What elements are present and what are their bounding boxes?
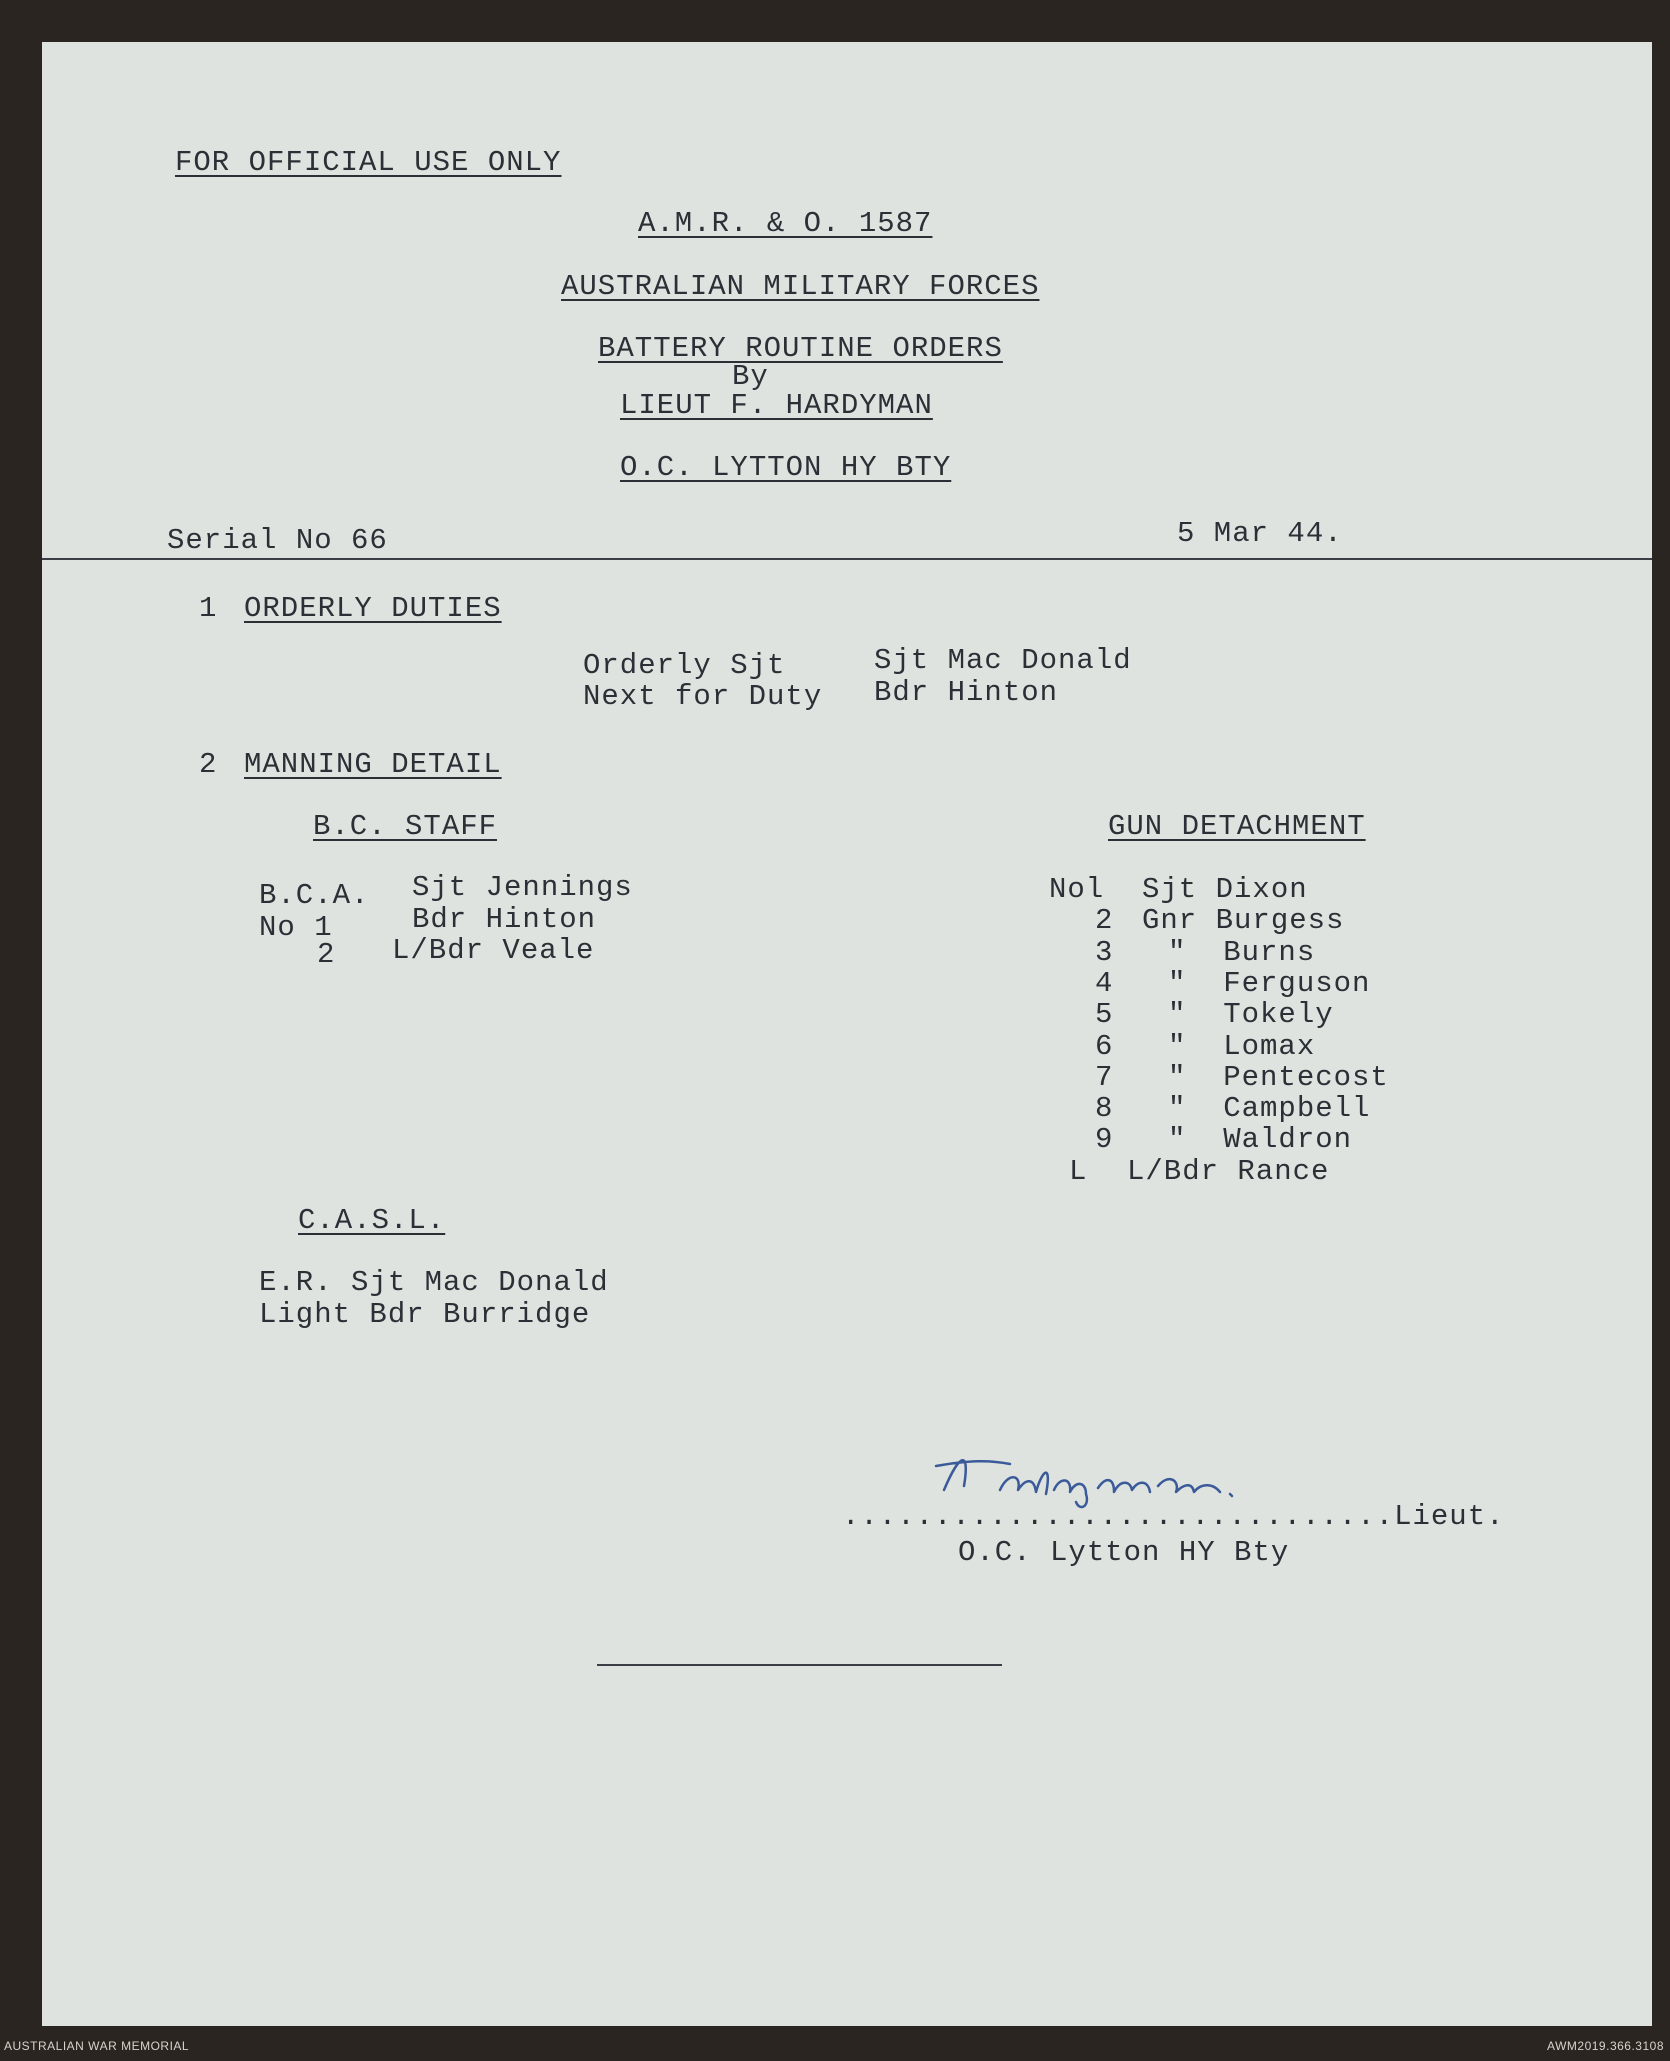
gun-detachment-heading: GUN DETACHMENT: [1108, 810, 1366, 843]
gun-number: 7: [1095, 1061, 1114, 1094]
casl-heading: C.A.S.L.: [298, 1204, 446, 1237]
gun-number: 8: [1095, 1092, 1114, 1125]
closing-rule: [597, 1664, 1002, 1666]
bc-staff-name: L/Bdr Veale: [392, 934, 595, 967]
gun-number: 3: [1095, 936, 1114, 969]
gun-crew-name: " Burns: [1168, 936, 1316, 969]
gun-number: 4: [1095, 967, 1114, 1000]
section2-heading: MANNING DETAIL: [244, 748, 502, 781]
gun-number: 9: [1095, 1123, 1114, 1156]
bc-staff-post: 2: [317, 938, 336, 971]
gun-number: 2: [1095, 904, 1114, 937]
casl-row: E.R. Sjt Mac Donald: [259, 1266, 609, 1299]
document-sheet: [42, 42, 1652, 2026]
order-date: 5 Mar 44.: [1177, 517, 1343, 550]
by-label: By: [732, 360, 769, 393]
section1-number: 1: [199, 592, 218, 625]
footer-left: AUSTRALIAN WAR MEMORIAL: [4, 2039, 190, 2053]
orders-title: BATTERY ROUTINE ORDERS: [598, 332, 1003, 365]
signature-line: ..............................Lieut.: [842, 1500, 1505, 1533]
officer-name: LIEUT F. HARDYMAN: [620, 389, 933, 422]
section2-number: 2: [199, 748, 218, 781]
bc-staff-name: Bdr Hinton: [412, 903, 597, 936]
bc-staff-heading: B.C. STAFF: [313, 810, 498, 843]
gun-crew-name: Gnr Burgess: [1142, 904, 1345, 937]
form-reference: A.M.R. & O. 1587: [638, 207, 933, 240]
gun-crew-name: Sjt Dixon: [1142, 873, 1308, 906]
bc-staff-post: No 1: [259, 911, 333, 944]
unit-title: O.C. LYTTON HY BTY: [620, 451, 952, 484]
section1-heading: ORDERLY DUTIES: [244, 592, 502, 625]
gun-crew-name: " Ferguson: [1168, 967, 1371, 1000]
gun-number: Nol: [1049, 873, 1105, 906]
official-use-label: FOR OFFICIAL USE ONLY: [175, 146, 562, 179]
duty-name: Sjt Mac Donald: [874, 644, 1132, 677]
signature-title: O.C. Lytton HY Bty: [958, 1536, 1290, 1569]
duty-role: Orderly Sjt: [583, 649, 786, 682]
duty-name: Bdr Hinton: [874, 676, 1059, 709]
gun-number: L: [1069, 1155, 1088, 1188]
gun-crew-name: " Tokely: [1168, 998, 1334, 1031]
gun-crew-name: L/Bdr Rance: [1127, 1155, 1330, 1188]
duty-role: Next for Duty: [583, 680, 823, 713]
serial-divider: [42, 558, 1652, 560]
gun-number: 5: [1095, 998, 1114, 1031]
gun-crew-name: " Pentecost: [1168, 1061, 1389, 1094]
gun-number: 6: [1095, 1030, 1114, 1063]
gun-crew-name: " Campbell: [1168, 1092, 1371, 1125]
casl-row: Light Bdr Burridge: [259, 1298, 591, 1331]
serial-number: Serial No 66: [167, 524, 388, 557]
bc-staff-post: B.C.A.: [259, 879, 370, 912]
gun-crew-name: " Waldron: [1168, 1123, 1353, 1156]
footer-right: AWM2019.366.3108: [1547, 2039, 1664, 2053]
bc-staff-name: Sjt Jennings: [412, 871, 633, 904]
gun-crew-name: " Lomax: [1168, 1030, 1316, 1063]
forces-title: AUSTRALIAN MILITARY FORCES: [561, 270, 1040, 303]
